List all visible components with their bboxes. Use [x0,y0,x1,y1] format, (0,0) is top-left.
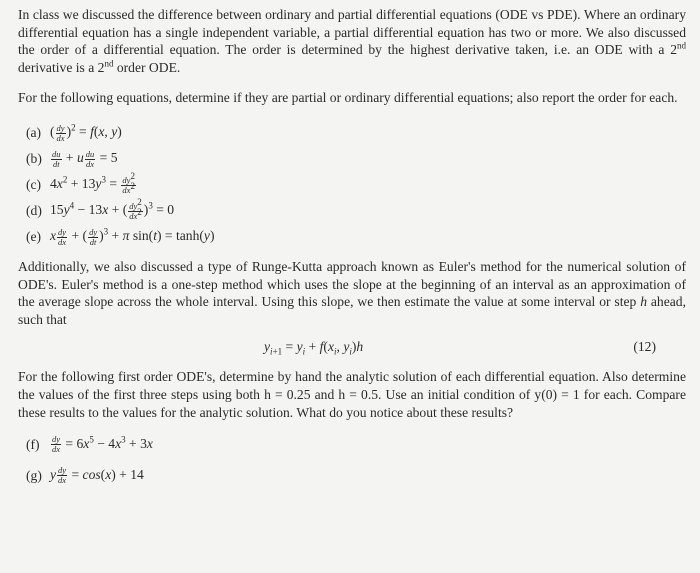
euler-text: Additionally, we also discussed a type of Runge-Kutta approach known as Euler's method for the numerical solution of ODE's. Euler's method is a one-step method which uses the slope at the beginning of an interval as an approximation of the average slope across the whole interval. Using this slope, we then estimate the value at some interval or step [18,258,686,310]
item-label: (f) [26,436,40,452]
superscript-nd: nd [104,58,114,69]
equation-e [26,224,686,250]
equation-f [26,429,686,460]
equation-list-2 [26,429,686,491]
superscript-nd: nd [677,40,686,51]
equation-a-math: ( $\frac{dy}{dx}$ )$^2$ = f(x, y) [50,122,122,143]
equation-c-math: $4x^2 + 13y^3$ = $\frac{dy^2}{dx^2}$ [50,170,135,195]
euler-equation-row [18,328,686,366]
euler-paragraph [18,258,686,328]
equation-number: (12) [633,339,656,355]
equation-g-math: y $\frac{dy}{dx}$ = cos(x) + 14 [50,465,144,486]
intro-text-mid: derivative is a 2 [18,59,105,75]
equation-b-math: $\frac{du}{dt}$ + u $\frac{du}{dx}$ = 5 [52,148,118,169]
intro-text: In class we discussed the difference between ordinary and partial differential equations (ODE vs PDE). Where an ordinary differential equation has a single independent variable, a partial differential equation has two or more. We also discussed the order of a differential equation. The order is determined by the highest derivative taken, i.e. an ODE with a 2 [18,7,686,58]
euler-text-end: ahead, such that [18,294,686,327]
item-label: (g) [26,467,42,483]
intro-paragraph [18,6,686,76]
equation-d-math: $15y^4 - 13x$ + ( $\frac{dy^2}{dx^2}$ )$^3$ = 0 [50,196,175,221]
equation-d [26,198,686,224]
equation-g [26,460,686,491]
instruction-paragraph: For the following equations, determine if they are partial or ordinary differential equations; also report the order for each. [18,90,678,106]
equation-f-math: $\frac{dy}{dx}$ = $6x^5 - 4x^3 + 3x$ [52,434,153,455]
equation-b [26,146,686,172]
item-label: (e) [26,229,42,245]
equation-e-math: x $\frac{dy}{dx}$ + ( $\frac{dy}{dt}$ )$^3$ + π sin(t) = tanh(y) [50,226,215,247]
euler-equation: $y_{i+1} = y_i + f(x_i$, $y_i)h$ [264,339,364,358]
item-label: (a) [26,125,42,141]
item-label: (b) [26,151,42,167]
intro-text-end: order ODE. [113,59,181,75]
equation-list-1 [26,120,686,250]
item-label: (d) [26,203,42,219]
equation-c [26,172,686,198]
equation-a [26,120,686,146]
ode-instruction-paragraph: For the following first order ODE's, determine by hand the analytic solution of each differential equation. Also determine the values of the first three steps using both h = 0.25 and h = 0.5. Use an initial condition of y(0) = 1 for each. Compare these results to the values for the analytic solution. What do you notice about these results? [18,369,686,420]
step-variable: h [640,294,647,310]
item-label: (c) [26,177,42,193]
